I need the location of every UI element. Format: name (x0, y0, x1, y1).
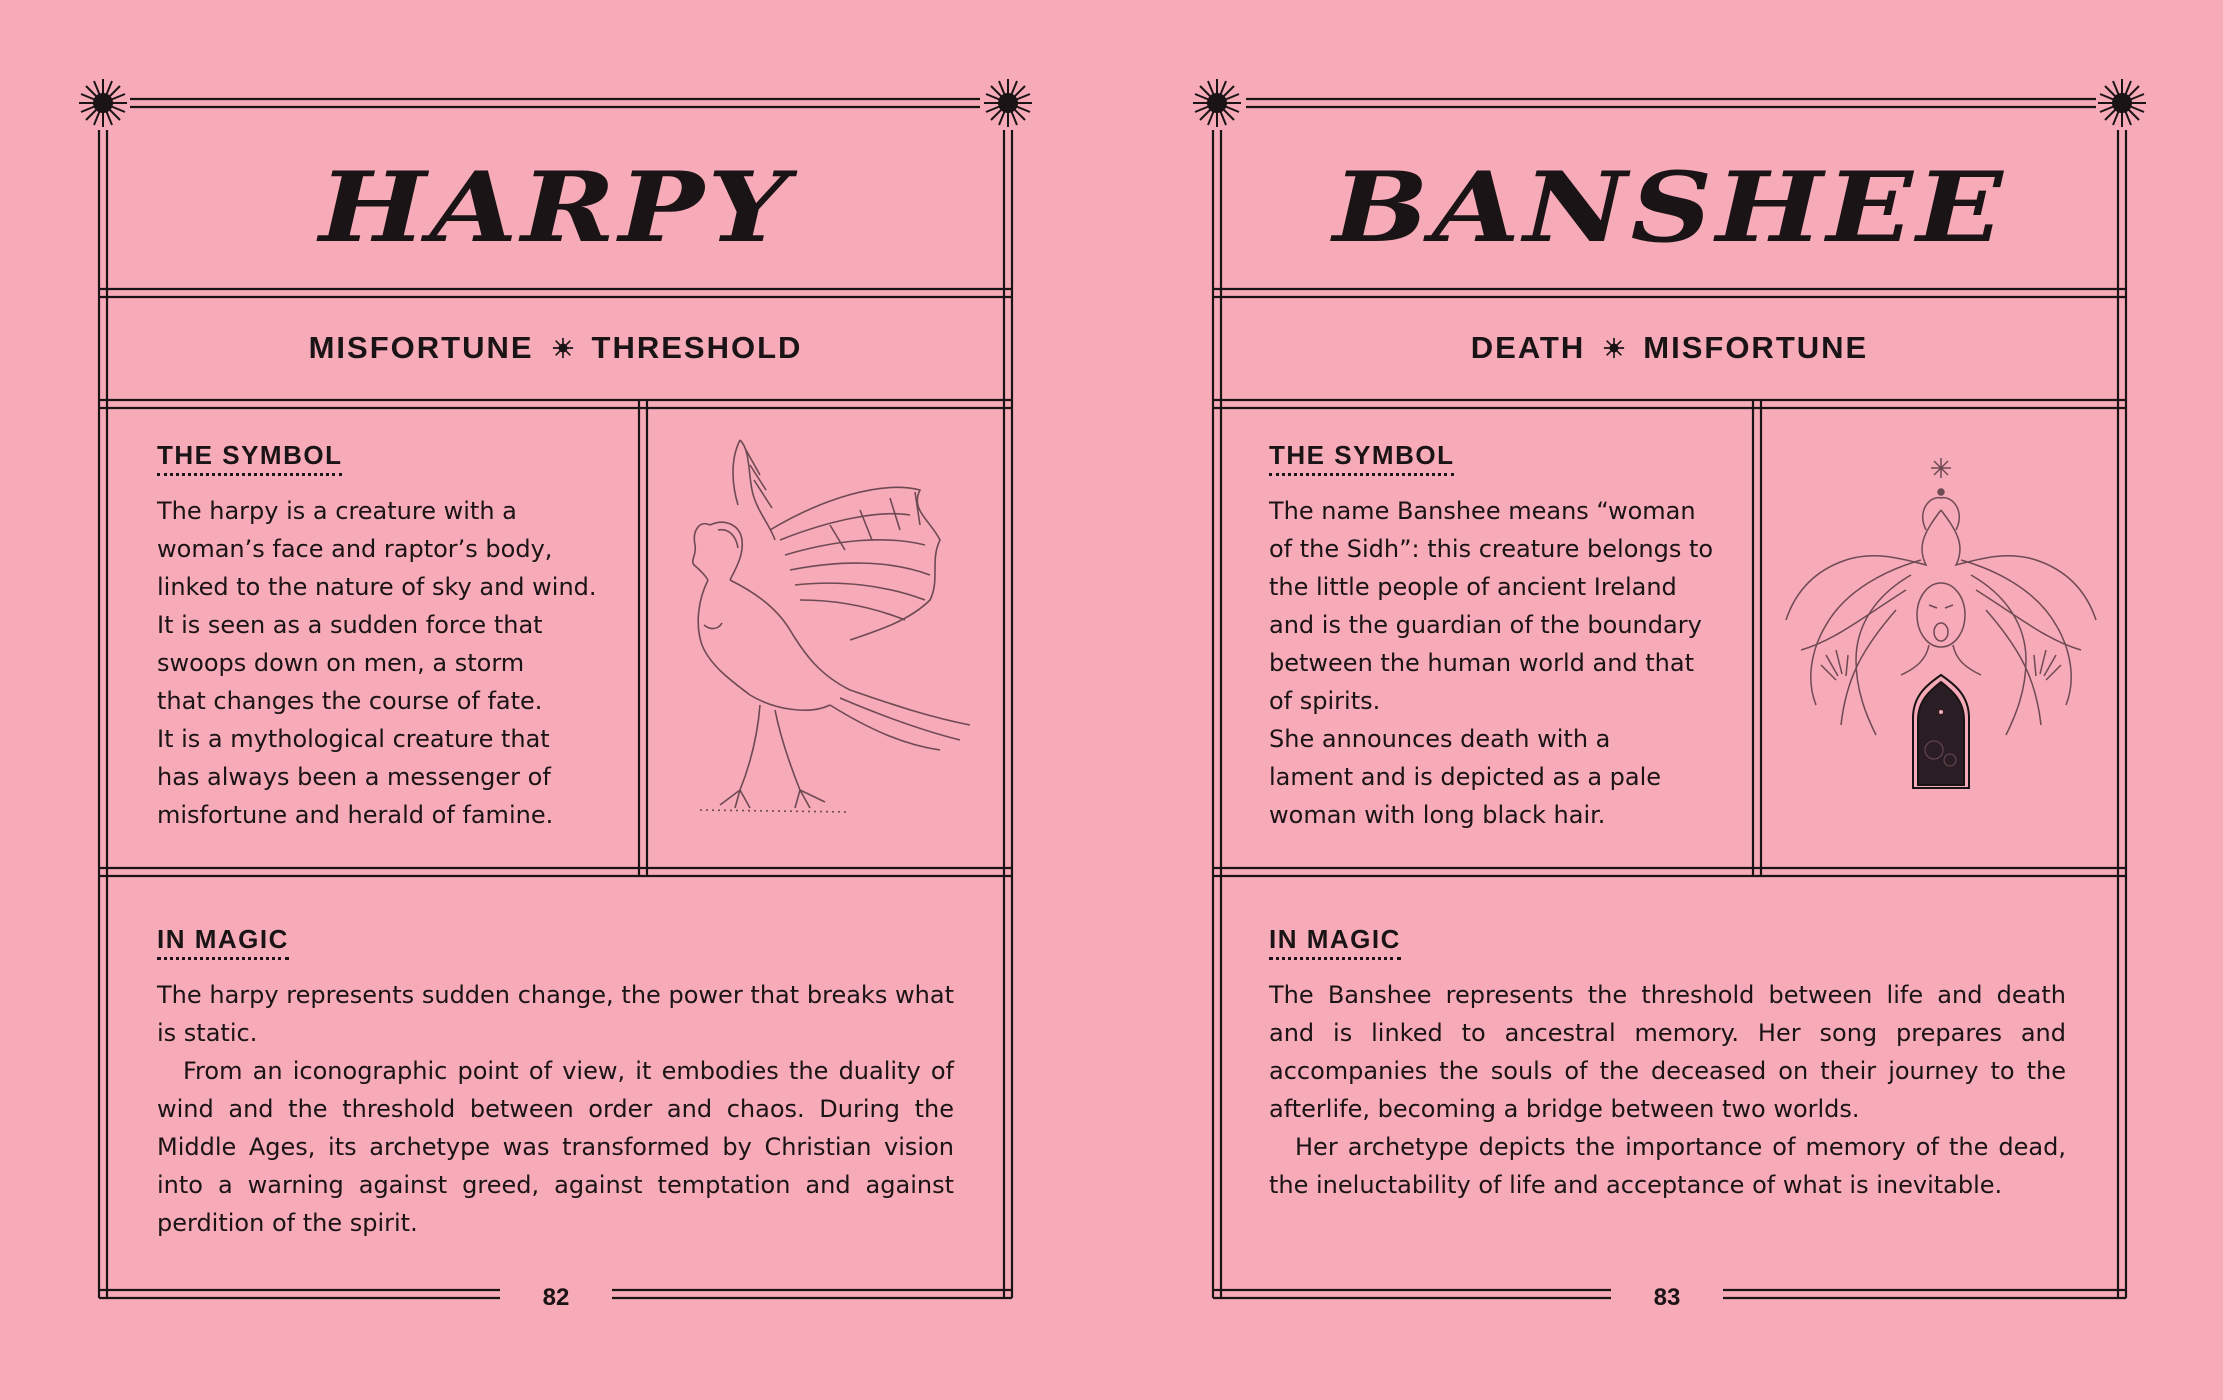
corner-star-icon (1193, 79, 1241, 127)
page-title: BANSHEE (1332, 151, 2007, 264)
symbol-heading: THE SYMBOL (157, 440, 342, 476)
left-page (0, 0, 1111, 1400)
magic-heading: IN MAGIC (157, 924, 289, 960)
magic-paragraph-2: Her archetype depicts the importance of memory of the dead, the ineluctability of life and acceptance of what is inevitable. (1269, 1133, 2066, 1199)
symbol-text: The name Banshee means “woman of the Sidh”: this creature belongs to the little people of ancient Ireland and is the guardian of the boundary between the human world and that of spirits. She announces death with a lament and is depicted as a pale woman with long black hair. (1269, 497, 1714, 829)
keywords-line (107, 318, 1004, 378)
keyword: MISFORTUNE (1643, 330, 1869, 365)
page-number: 83 (1653, 1284, 1681, 1311)
symbol-text: The harpy is a creature with a woman’s face and raptor’s body, linked to the nature of sky and wind. It is seen as a sudden force that swoops down on men, a storm that changes the course of fate. It is a mythological creature that has always been a messenger of misfortune and herald of famine. (157, 497, 597, 829)
star-separator-icon (1603, 337, 1625, 359)
corner-star-icon (984, 79, 1032, 127)
magic-paragraph-1: The harpy represents sudden change, the power that breaks what is static. (157, 981, 954, 1047)
page-number: 82 (542, 1284, 570, 1311)
harpy-illustration-icon (680, 430, 980, 840)
keywords-line (1221, 318, 2118, 378)
symbol-heading: THE SYMBOL (1269, 440, 1454, 476)
magic-paragraph-2: From an iconographic point of view, it embodies the duality of wind and the threshold between order and chaos. During the Middle Ages, its archetype was transformed by Christian vision into a warning against greed, against temptation and against perdition of the spirit. (157, 1057, 954, 1237)
right-page (1111, 0, 2222, 1400)
magic-heading: IN MAGIC (1269, 924, 1401, 960)
banshee-illustration-icon (1766, 450, 2116, 800)
corner-star-icon (2098, 79, 2146, 127)
keyword: THRESHOLD (591, 330, 803, 365)
corner-star-icon (79, 79, 127, 127)
page-title: HARPY (319, 151, 792, 264)
keyword: DEATH (1470, 330, 1586, 365)
keyword: MISFORTUNE (308, 330, 534, 365)
arch-doorway-icon (1913, 675, 1969, 788)
star-separator-icon (552, 337, 574, 359)
magic-paragraph-1: The Banshee represents the threshold between life and death and is linked to ancestral memory. Her song prepares and accompanies the souls of the deceased on their journey to the afterlife, becoming a bridge between two worlds. (1269, 981, 2066, 1123)
